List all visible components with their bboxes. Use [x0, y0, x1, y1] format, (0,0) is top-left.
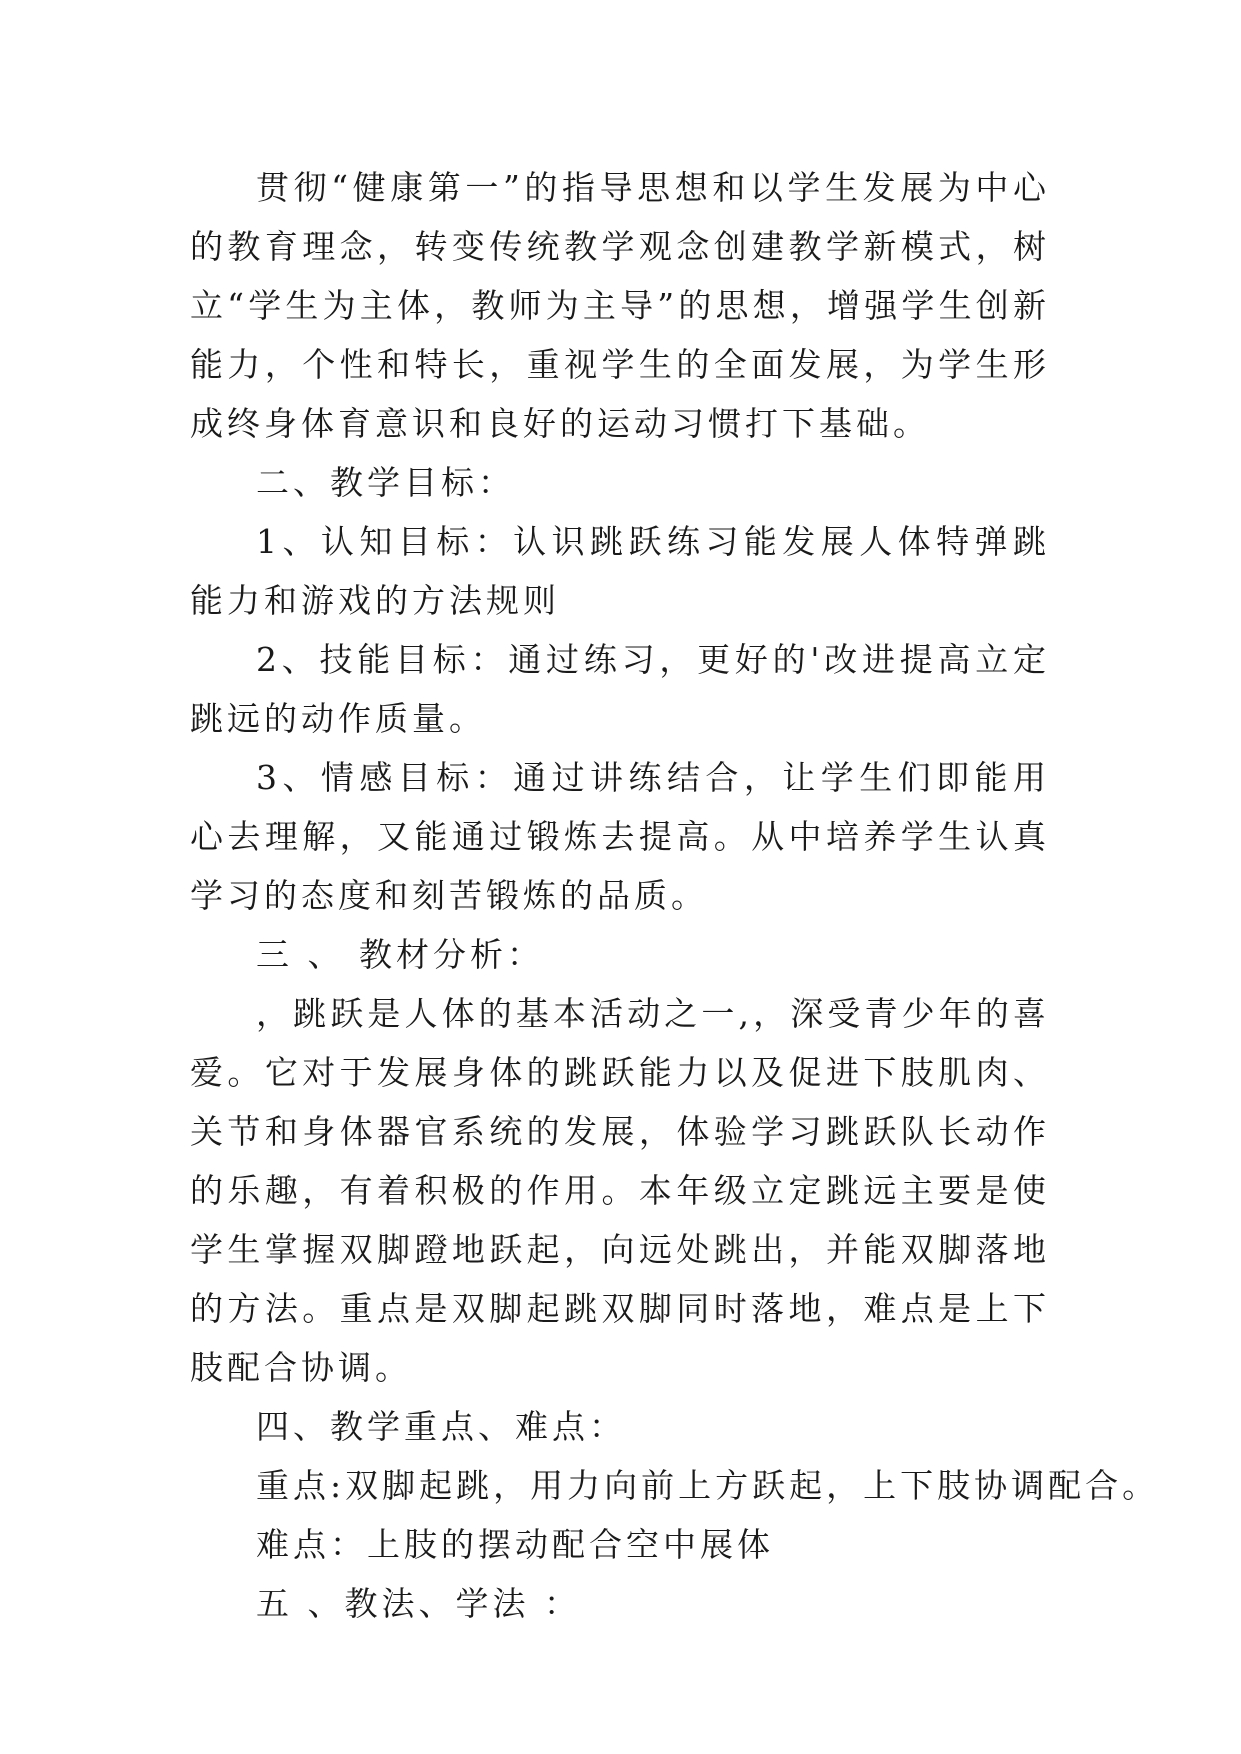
document-body — [190, 158, 1160, 1633]
paragraph-guiding-philosophy: 贯彻“健康第一”的指导思想和以学生发展为中心的教育理念，转变传统教学观念创建教学新模式，树立“学生为主体，教师为主导”的思想，增强学生创新能力，个性和特长，重视学生的全面发展，为学生形成终身体育意识和良好的运动习惯打下基础。 — [190, 168, 1050, 443]
section-heading-teaching-goals: 二、教学目标： — [256, 463, 515, 502]
line-difficult-point: 难点：上肢的摆动配合空中展体 — [256, 1525, 774, 1564]
paragraph-skill-goal: 2、技能目标：通过练习，更好的'改进提高立定跳远的动作质量。 — [190, 640, 1050, 738]
paragraph-emotional-goal: 3、情感目标：通过讲练结合，让学生们即能用心去理解，又能通过锻炼去提高。从中培养学生认真学习的态度和刻苦锻炼的品质。 — [190, 758, 1050, 915]
line-key-point: 重点:双脚起跳，用力向前上方跃起，上下肢协调配合。 — [256, 1466, 1160, 1505]
section-heading-methods: 五 、教法、学法 ： — [256, 1584, 581, 1623]
paragraph-material-analysis: ，跳跃是人体的基本活动之一,，深受青少年的喜爱。它对于发展身体的跳跃能力以及促进下肢肌肉、关节和身体器官系统的发展，体验学习跳跃队长动作的乐趣，有着积极的作用。本年级立定跳远主要是使学生掌握双脚蹬地跃起，向远处跳出，并能双脚落地的方法。重点是双脚起跳双脚同时落地，难点是上下肢配合协调。 — [190, 994, 1050, 1387]
section-heading-key-points: 四、教学重点、难点： — [256, 1407, 626, 1446]
paragraph-cognitive-goal: 1、认知目标：认识跳跃练习能发展人体特弹跳能力和游戏的方法规则 — [190, 522, 1050, 620]
section-heading-material-analysis: 三 、 教材分析： — [256, 935, 544, 974]
